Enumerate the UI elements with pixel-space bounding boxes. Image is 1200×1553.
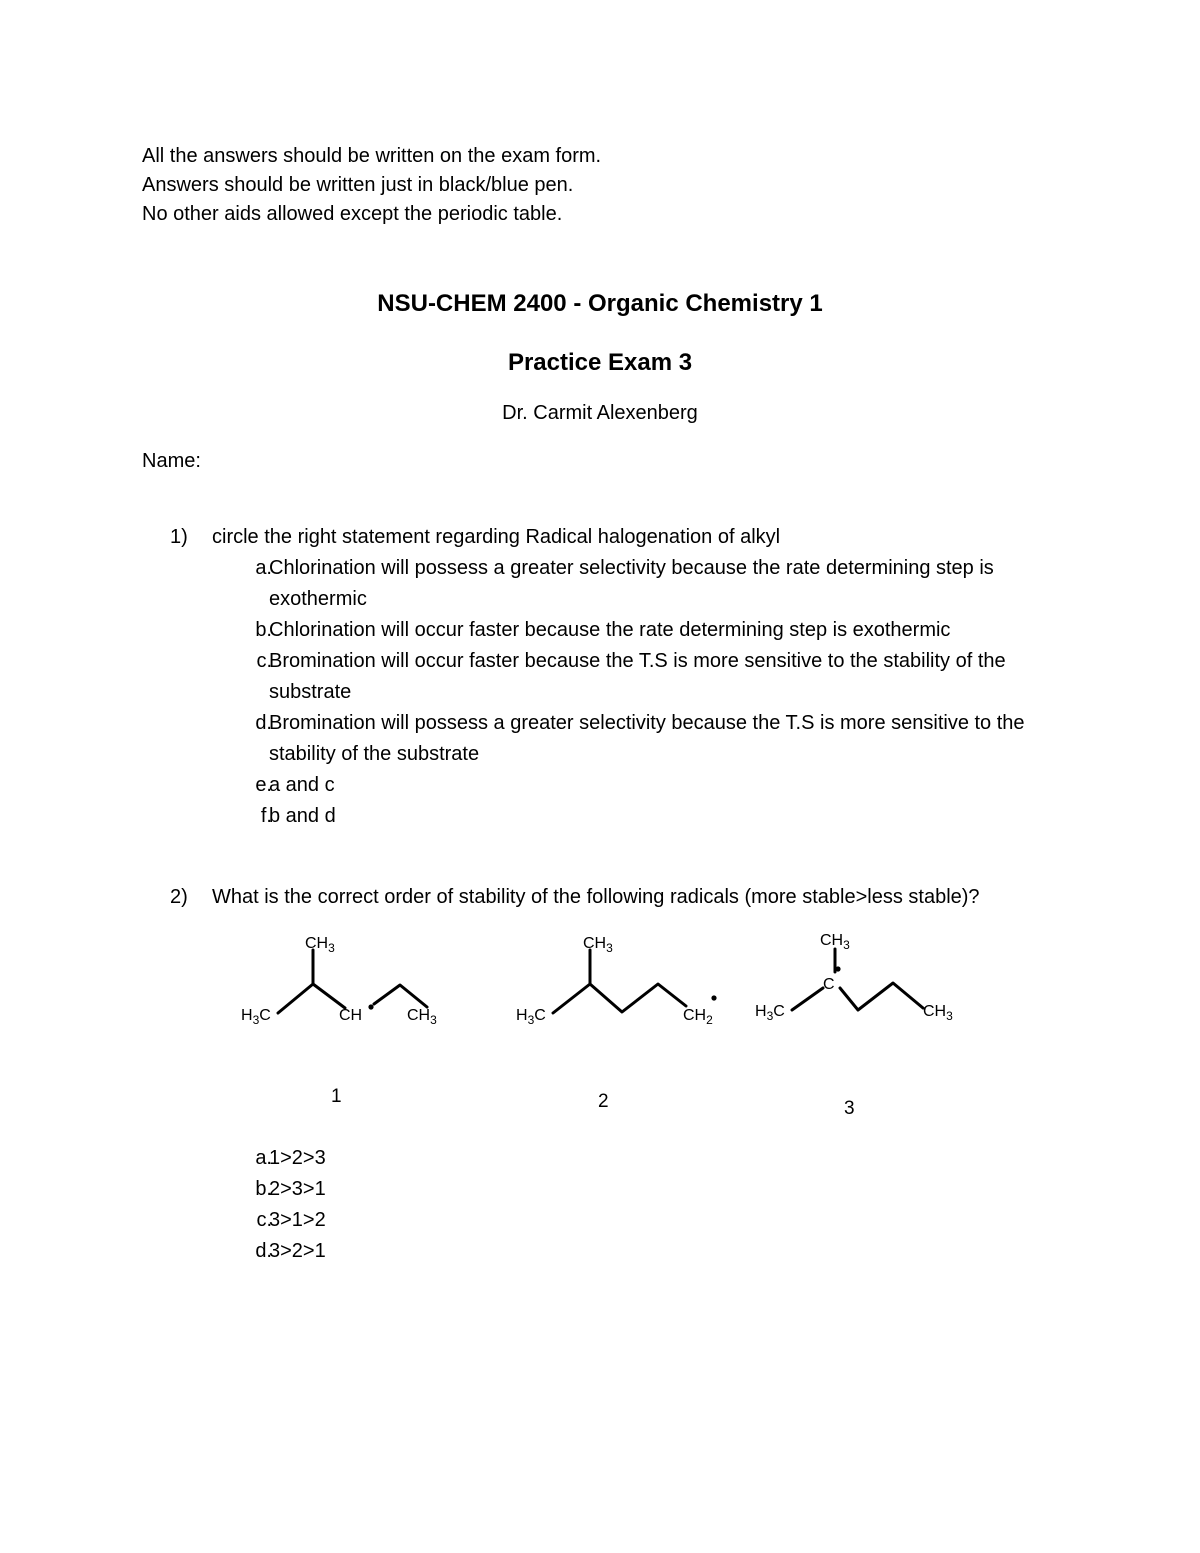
option-letter: a. xyxy=(255,1147,272,1169)
s3-right-group: $CH_3$ xyxy=(923,1003,953,1023)
s1-radical-group: CH xyxy=(339,1007,363,1024)
structure-3-chain-bonds xyxy=(840,983,923,1010)
option-text: 3>2>1 xyxy=(269,1240,326,1262)
structure-1-ethyl-bonds xyxy=(374,985,427,1007)
s1-radical-dot xyxy=(368,1004,373,1009)
s2-top-group: $CH_3$ xyxy=(583,935,613,955)
option-letter: d. xyxy=(255,1240,272,1262)
option-text: a and c xyxy=(269,774,335,796)
q1-number: 1) xyxy=(170,526,188,548)
option-letter: d. xyxy=(255,712,272,734)
option-text: Bromination will possess a greater selectivity because the T.S is more sensitive to the stability of the substrate xyxy=(269,712,1025,765)
course-title: NSU-CHEM 2400 - Organic Chemistry 1 xyxy=(377,290,823,317)
option-text: 2>3>1 xyxy=(269,1178,326,1200)
instructor-name: Dr. Carmit Alexenberg xyxy=(502,402,698,424)
s3-top-group: $CH_3$ xyxy=(820,932,850,952)
instruction-line-1: All the answers should be written on the exam form. xyxy=(142,145,602,167)
option-text: 1>2>3 xyxy=(269,1147,326,1169)
structure-label-3: 3 xyxy=(844,1098,855,1119)
instruction-line-2: Answers should be written just in black/blue pen. xyxy=(142,174,574,196)
s3-radical-dot xyxy=(835,966,840,971)
option-text: b and d xyxy=(269,805,336,827)
option-letter: b. xyxy=(255,619,272,641)
exam-title: Practice Exam 3 xyxy=(507,349,693,376)
s2-radical-group: $CH_2$ xyxy=(683,1007,713,1027)
instruction-line-3: No other aids allowed except the periodic table. xyxy=(142,203,563,225)
option-text: Chlorination will occur faster because the rate determining step is exothermic xyxy=(269,619,951,641)
structure-1-bonds xyxy=(278,984,345,1013)
option-letter: e. xyxy=(255,774,272,796)
q2-number: 2) xyxy=(170,886,188,908)
s1-right-group: $CH_3$ xyxy=(407,1007,437,1027)
name-label: Name: xyxy=(142,450,201,472)
s3-radical-group: C xyxy=(823,976,835,993)
option-letter: f. xyxy=(260,805,272,827)
option-letter: b. xyxy=(255,1178,272,1200)
q1-text: circle the right statement regarding Radical halogenation of alkyl xyxy=(212,526,781,548)
q2-text: What is the correct order of stability of the following radicals (more stable>less stable)? xyxy=(212,886,980,908)
option-text: Bromination will occur faster because the T.S is more sensitive to the stability of the substrate xyxy=(269,650,1006,703)
s2-left-group: $H_3C$ xyxy=(516,1007,546,1027)
structure-label-1: 1 xyxy=(331,1086,342,1107)
option-text: 3>1>2 xyxy=(269,1209,326,1231)
s2-radical-dot xyxy=(711,995,716,1000)
s3-left-group: $H_3C$ xyxy=(755,1003,785,1023)
option-letter: c. xyxy=(256,1209,272,1231)
s1-top-group: $CH_3$ xyxy=(305,935,335,955)
s1-left-group: $H_3C$ xyxy=(241,1007,271,1027)
structure-2-bonds xyxy=(553,984,686,1013)
option-text: Chlorination will possess a greater selectivity because the rate determining step is exothermic xyxy=(269,557,994,610)
option-letter: a. xyxy=(255,557,272,579)
structure-label-2: 2 xyxy=(598,1091,609,1112)
option-letter: c. xyxy=(256,650,272,672)
structure-3-left-bond xyxy=(792,988,823,1010)
